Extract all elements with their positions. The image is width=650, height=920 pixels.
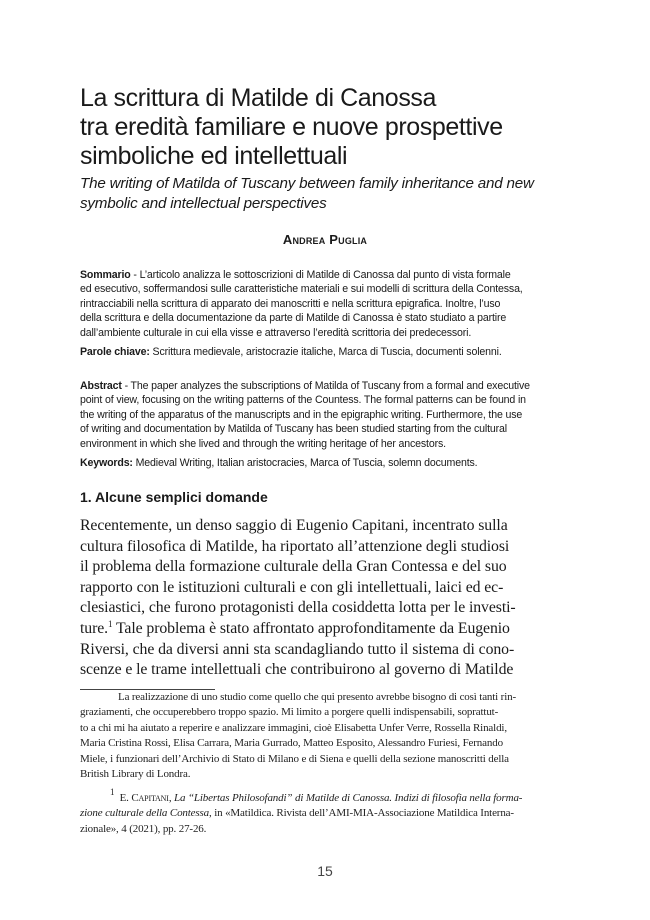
body-line: Riversi, che da diversi anni sta scandagliando tutto il sistema di cono- (80, 640, 515, 658)
sommario-block (80, 268, 585, 340)
title-line: tra eredità familiare e nuove prospettive (80, 113, 503, 141)
footnote-author: E. Capitani (119, 792, 169, 804)
abstract-line (80, 379, 585, 393)
footnote-line: zionale», 4 (2021), pp. 27-26. (80, 822, 207, 835)
parole-chiave-text: Scrittura medievale, aristocrazie italiche, Marca di Tuscia, documenti solenni. (149, 346, 502, 358)
body-line: rapporto con le istituzioni culturali e con gli intellettuali, laici ed ec- (80, 578, 504, 596)
footnote-line: to a chi mi ha aiutato a reperire e analizzare immagini, cioè Elisabetta Unfer Verre, Rossella Rinaldi, (80, 721, 507, 734)
body-text: Tale problema è stato affrontato approfonditamente da Eugenio (112, 619, 510, 637)
footnote-acknowledgements (80, 690, 586, 782)
body-line: il problema della formazione culturale della Gran Contessa e del suo (80, 558, 507, 576)
footnote-line: British Library di Londra. (80, 768, 191, 781)
footnote-line (80, 806, 586, 821)
footnote-marker: 1 (110, 787, 115, 797)
parole-chiave-line (80, 345, 585, 359)
footnote-source: , in «Matildica. Rivista dell’AMI-MIA-Associazione Matildica Interna- (209, 807, 514, 820)
footnote-1 (80, 787, 586, 837)
abstract-line: point of view, focusing on the writing patterns of the Countess. The formal patterns can be found in (80, 394, 526, 407)
footnote-line: Miele, i funzionari dell’Archivio di Stato di Milano e di Siena e quelli della sezione manoscritti della (80, 752, 509, 765)
keywords-line (80, 456, 585, 470)
abstract-label: Abstract (80, 380, 122, 392)
article-subtitle (80, 174, 600, 214)
footnote-line (80, 787, 586, 806)
body-line: scenze e le trame intellettuali che contribuirono al governo di Matilde (80, 661, 514, 679)
author-name: Andrea Puglia (282, 232, 368, 247)
title-line: simboliche ed intellettuali (80, 142, 348, 170)
sommario-line: dall’ambiente culturale in cui ella visse e attraverso l’eredità scrittoria dei predecessori. (80, 326, 472, 339)
keywords (80, 456, 585, 470)
abstract-line: the writing of the apparatus of the manuscripts and in the epigraphic writing. Furthermore, the use (80, 408, 523, 421)
footnote-line: La realizzazione di uno studio come quello che qui presento avrebbe bisogno di così tanti rin- (118, 691, 516, 703)
footnote-line: graziamenti, che occuperebbero troppo spazio. Mi limito a porgere quelli indispensabili, soprattut- (80, 706, 499, 719)
body-paragraph (80, 516, 586, 681)
page-number: 15 (317, 863, 333, 879)
parole-chiave (80, 345, 585, 359)
title-line: La scrittura di Matilde di Canossa (80, 84, 437, 112)
keywords-label: Keywords: (80, 457, 133, 469)
sommario-line: della scrittura e della documentazione da parte di Matilde di Canossa è stato studiato a partire (80, 312, 507, 325)
abstract-text: - The paper analyzes the subscriptions of Matilda of Tuscany from a formal and executive (121, 380, 530, 392)
section-heading: 1. Alcune semplici domande (80, 489, 268, 505)
body-line: clesiastici, che furono protagonisti della cosiddetta lotta per le investi- (80, 599, 516, 617)
abstract-block (80, 379, 585, 451)
sommario-label: Sommario (80, 269, 131, 281)
sommario-line (80, 268, 585, 282)
subtitle-line: symbolic and intellectual perspectives (80, 195, 327, 212)
body-line: Recentemente, un denso saggio di Eugenio Capitani, incentrato sulla (80, 517, 508, 534)
parole-chiave-label: Parole chiave: (80, 346, 150, 358)
sommario-line: rintracciabili nella scrittura di apparato dei manoscritti e nella scrittura epigrafica. Inoltre, l’uso (80, 297, 501, 310)
footnote-line: Maria Cristina Rossi, Elisa Carrara, Maria Gurrado, Matteo Esposito, Alessandro Furiesi, Fernando (80, 737, 503, 750)
abstract-line: environment in which she lived and through the writing heritage of her ancestors. (80, 437, 446, 450)
body-line: cultura filosofica di Matilde, ha riportato all’attenzione degli studiosi (80, 537, 510, 555)
keywords-text: Medieval Writing, Italian aristocracies, Marca of Tuscia, solemn documents. (132, 457, 478, 469)
sommario-line: ed esecutivo, soffermandosi sulle caratteristiche materiali e sui modelli di scrittura della Contessa, (80, 283, 523, 296)
footnote-ref[interactable]: 1 (108, 618, 113, 629)
footnote-title-cont: zione culturale della Contessa (80, 807, 210, 820)
article-title (80, 84, 600, 171)
abstract-line: of writing and documentation by Matilda of Tuscany has been studied starting from the cultural (80, 423, 507, 436)
footnote-sep: , (168, 792, 175, 804)
subtitle-line: The writing of Matilda of Tuscany between family inheritance and new (80, 175, 534, 192)
sommario-text: - L’articolo analizza le sottoscrizioni di Matilde di Canossa dal punto di vista formale (130, 269, 511, 281)
footnote-title: La “Libertas Philosofandi” di Matilde di Canossa. Indizi di filosofia nella forma- (174, 792, 523, 804)
body-text: ture. (80, 619, 109, 637)
body-line (80, 619, 586, 640)
